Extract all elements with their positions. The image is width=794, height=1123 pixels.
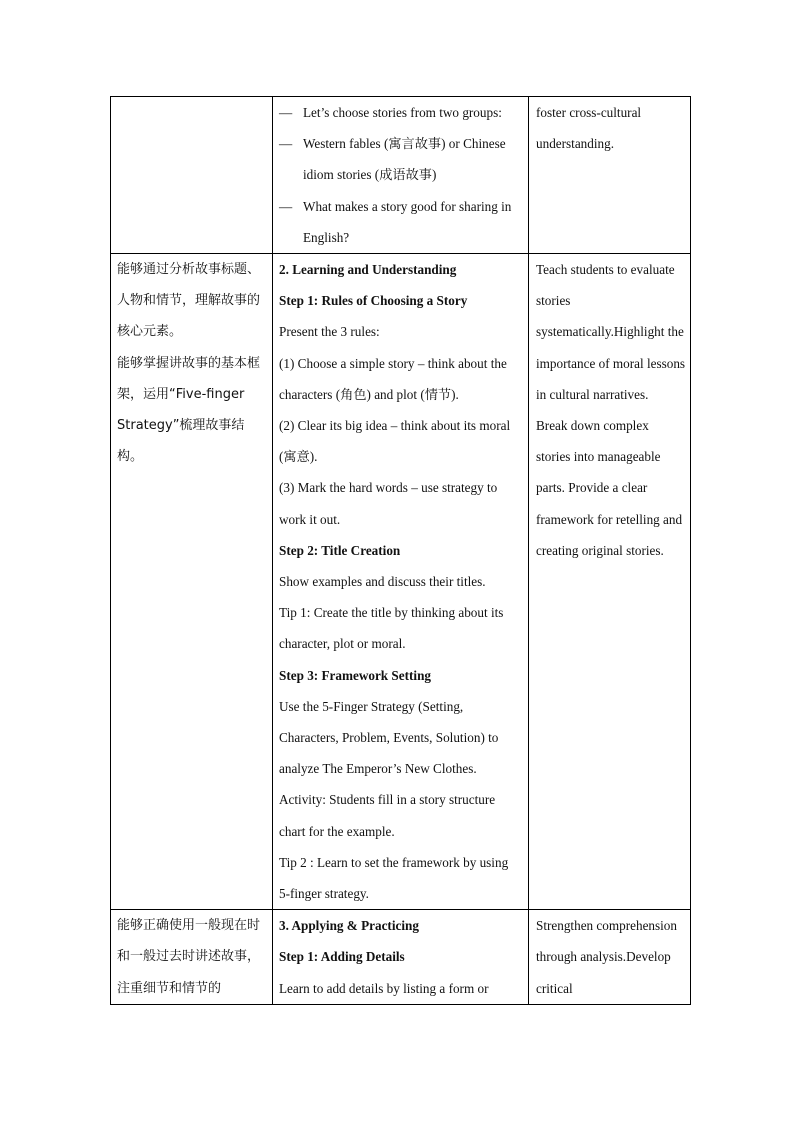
- objective-text: 能够掌握讲故事的基本框架，运用“Five-finger Strategy”梳理故事结构。: [117, 355, 261, 465]
- objective-cell: [111, 97, 273, 254]
- bullet-text: Western fables (寓言故事) or Chinese idiom stories (成语故事): [303, 136, 506, 183]
- purpose-cell: [529, 910, 691, 1005]
- activity-cell: [273, 97, 529, 254]
- objective-cell: [111, 910, 273, 1005]
- step-heading: 2. Learning and Understanding: [279, 262, 457, 278]
- purpose-text: Strengthen comprehension through analysis.Develop critical: [536, 918, 677, 996]
- activity-text: (1) Choose a simple story – think about the characters (角色) and plot (情节).: [279, 355, 507, 402]
- activity-text: Tip 2 : Learn to set the framework by using 5-finger strategy.: [279, 854, 509, 902]
- objective-text: 能够通过分析故事标题、人物和情节，理解故事的核心元素。: [117, 262, 261, 340]
- step-heading: 3. Applying & Practicing: [279, 918, 419, 934]
- lesson-plan-table: [110, 96, 691, 1005]
- objective-text: 能够正确使用一般现在时和一般过去时讲述故事，注重细节和情节的: [117, 918, 261, 996]
- bullet-text: What makes a story good for sharing in English?: [303, 198, 512, 245]
- activity-cell: [273, 254, 529, 910]
- activity-text: (3) Mark the hard words – use strategy to work it out.: [279, 480, 498, 527]
- activity-text: Show examples and discuss their titles.: [279, 574, 486, 590]
- dash-bullet-icon: —: [279, 198, 293, 214]
- dash-bullet-icon: —: [279, 136, 293, 152]
- activity-text: Activity: Students fill in a story structure chart for the example.: [279, 792, 496, 839]
- bullet-item: [279, 128, 522, 190]
- objective-cell: [111, 254, 273, 910]
- purpose-cell: [529, 254, 691, 910]
- step-heading: Step 1: Rules of Choosing a Story: [279, 293, 468, 309]
- activity-text: Present the 3 rules:: [279, 324, 380, 340]
- activity-cell: [273, 910, 529, 1005]
- step-heading: Step 2: Title Creation: [279, 542, 401, 558]
- step-heading: Step 3: Framework Setting: [279, 667, 431, 683]
- activity-text: Learn to add details by listing a form or: [279, 980, 489, 996]
- bullet-item: [279, 191, 522, 253]
- activity-text: (2) Clear its big idea – think about its moral (寓意).: [279, 418, 511, 465]
- purpose-cell: [529, 97, 691, 254]
- activity-text: Tip 1: Create the title by thinking about its character, plot or moral.: [279, 605, 504, 652]
- bullet-text: Let’s choose stories from two groups:: [303, 105, 502, 120]
- purpose-text: Break down complex stories into manageable parts. Provide a clear framework for retelling and creating original stories.: [536, 418, 683, 558]
- purpose-text: foster cross-cultural understanding.: [536, 105, 642, 152]
- activity-text: Use the 5-Finger Strategy (Setting, Characters, Problem, Events, Solution) to analyze The Emperor’s New Clothes.: [279, 698, 499, 777]
- table-row: [111, 910, 691, 1005]
- bullet-item: [279, 97, 522, 128]
- purpose-text: Teach students to evaluate stories systematically.Highlight the importance of moral lessons in cultural narratives.: [536, 262, 686, 402]
- dash-bullet-icon: —: [279, 105, 293, 120]
- table-row: [111, 97, 691, 254]
- table-row: [111, 254, 691, 910]
- step-heading: Step 1: Adding Details: [279, 949, 405, 965]
